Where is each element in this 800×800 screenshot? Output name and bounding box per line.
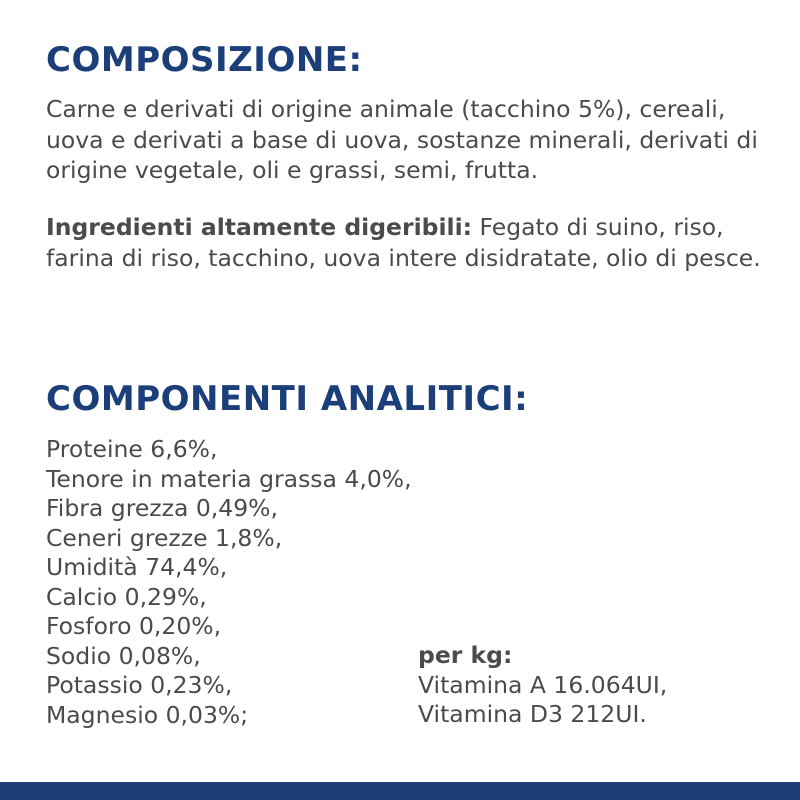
- vitamin-item-a: Vitamina A 16.064UI,: [418, 670, 668, 699]
- composition-text: Carne e derivati di origine animale (tacchino 5%), cereali, uova e derivati a base di uova, sostanze minerali, derivati di origine vegetale, oli e grassi, semi, frutta.: [46, 95, 758, 184]
- vitamins-list: [418, 671, 667, 730]
- digestible-ingredients-label: Ingredienti altamente digeribili:: [46, 213, 473, 241]
- analytic-item-magnesium: Magnesio 0,03%;: [46, 700, 249, 729]
- footer-bar: [0, 782, 800, 800]
- analytic-item-phosphorus: Fosforo 0,20%,: [46, 612, 222, 640]
- digestible-ingredients-text: Fegato di suino, riso, farina di riso, tacchino, uova intere disidratate, olio di pesce.: [46, 213, 761, 272]
- vitamins-block: [418, 641, 667, 730]
- analytics-heading: COMPONENTI ANALITICI:: [46, 379, 529, 419]
- analytic-item-potassium: Potassio 0,23%,: [46, 671, 233, 699]
- analytic-item-moisture: Umidità 74,4%,: [46, 553, 228, 581]
- analytic-item-fat: Tenore in materia grassa 4,0%,: [46, 464, 412, 493]
- digestible-ingredients-paragraph: [46, 212, 776, 273]
- analytic-item-fiber: Fibra grezza 0,49%,: [46, 494, 278, 522]
- analytic-item-ash: Ceneri grezze 1,8%,: [46, 523, 283, 552]
- analytic-item-sodium: Sodio 0,08%,: [46, 641, 201, 670]
- analytic-item-protein: Proteine 6,6%,: [46, 435, 218, 463]
- vitamins-title: per kg:: [418, 641, 513, 669]
- vitamin-item-d3: Vitamina D3 212UI.: [418, 700, 647, 728]
- analytic-item-calcium: Calcio 0,29%,: [46, 582, 207, 611]
- composition-heading: COMPOSIZIONE:: [46, 40, 363, 80]
- analytics-list: [46, 435, 412, 730]
